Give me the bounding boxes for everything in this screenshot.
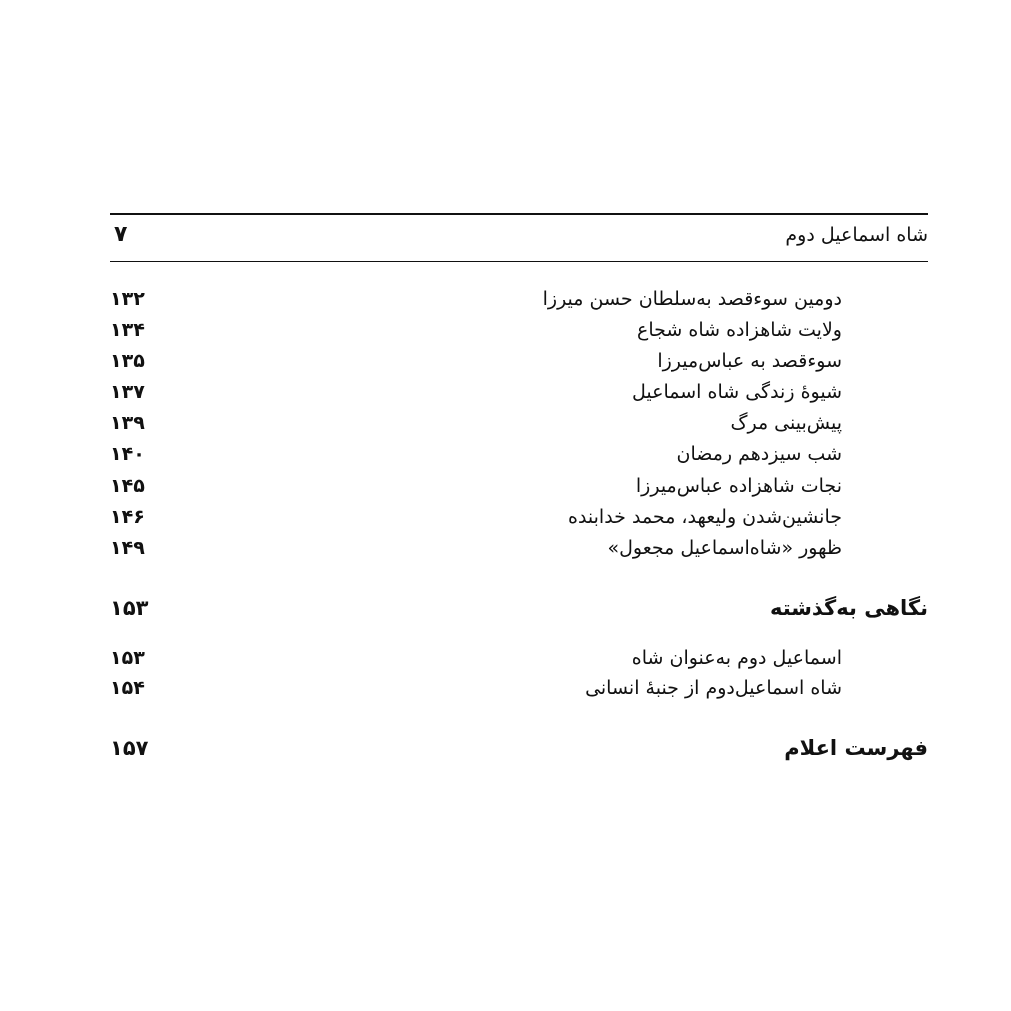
toc-entry-title: پیش‌بینی مرگ — [730, 412, 842, 434]
toc-entry-page: ۱۳۹ — [110, 412, 145, 434]
toc-entry — [110, 350, 928, 381]
toc-section-page: ۱۵۷ — [110, 736, 149, 760]
toc-entry-title: جانشین‌شدن ولیعهد، محمد خدابنده — [567, 506, 842, 528]
running-header-title: شاه اسماعیل دوم — [785, 224, 928, 246]
running-header — [110, 222, 928, 256]
toc-entry-page: ۱۴۶ — [110, 506, 145, 528]
toc-entry-page: ۱۳۷ — [110, 381, 145, 403]
toc-entry — [110, 677, 928, 708]
toc-entry-title: شیوهٔ زندگی شاه اسماعیل — [632, 381, 842, 403]
toc-entry — [110, 647, 928, 678]
toc-entry — [110, 443, 928, 474]
toc-entry-title: نجات شاهزاده عباس‌میرزا — [635, 475, 842, 497]
toc-entry — [110, 381, 928, 412]
toc-entry-page: ۱۴۰ — [110, 443, 145, 465]
toc-entry-title: شب سیزدهم رمضان — [676, 443, 842, 465]
toc-section-title: فهرست اعلام — [784, 736, 928, 760]
toc-section-page: ۱۵۳ — [110, 596, 149, 620]
toc-entry-page: ۱۴۹ — [110, 537, 145, 559]
toc-entry-page: ۱۳۴ — [110, 319, 145, 341]
toc-entry — [110, 537, 928, 568]
toc-entry-page: ۱۳۵ — [110, 350, 145, 372]
toc-entry — [110, 475, 928, 506]
toc-entry — [110, 319, 928, 350]
toc-entry-page: ۱۴۵ — [110, 475, 145, 497]
toc-section-heading — [110, 736, 928, 767]
toc-entry-title: سوءقصد به عباس‌میرزا — [657, 350, 842, 372]
toc-entry-title: دومین سوءقصد به‌سلطان حسن میرزا — [542, 288, 842, 310]
toc-entry — [110, 288, 928, 319]
toc-entry-title: ولایت شاهزاده شاه شجاع — [637, 319, 842, 341]
toc-entry — [110, 412, 928, 443]
header-top-rule — [110, 213, 928, 215]
toc-section-title: نگاهی به‌گذشته — [769, 596, 928, 620]
toc-entry-title: اسماعیل دوم به‌عنوان شاه — [631, 647, 842, 669]
header-bottom-rule — [110, 261, 928, 262]
toc-entry-page: ۱۵۴ — [110, 677, 145, 699]
page-number: ۷ — [114, 222, 128, 247]
toc-entry-title: ظهور «شاه‌اسماعیل مجعول» — [607, 537, 842, 559]
toc-entry-title: شاه اسماعیل‌دوم از جنبهٔ انسانی — [585, 677, 842, 699]
toc-entry-page: ۱۳۲ — [110, 288, 145, 310]
toc-section-heading — [110, 596, 928, 627]
toc-entry — [110, 506, 928, 537]
toc-entry-page: ۱۵۳ — [110, 647, 145, 669]
